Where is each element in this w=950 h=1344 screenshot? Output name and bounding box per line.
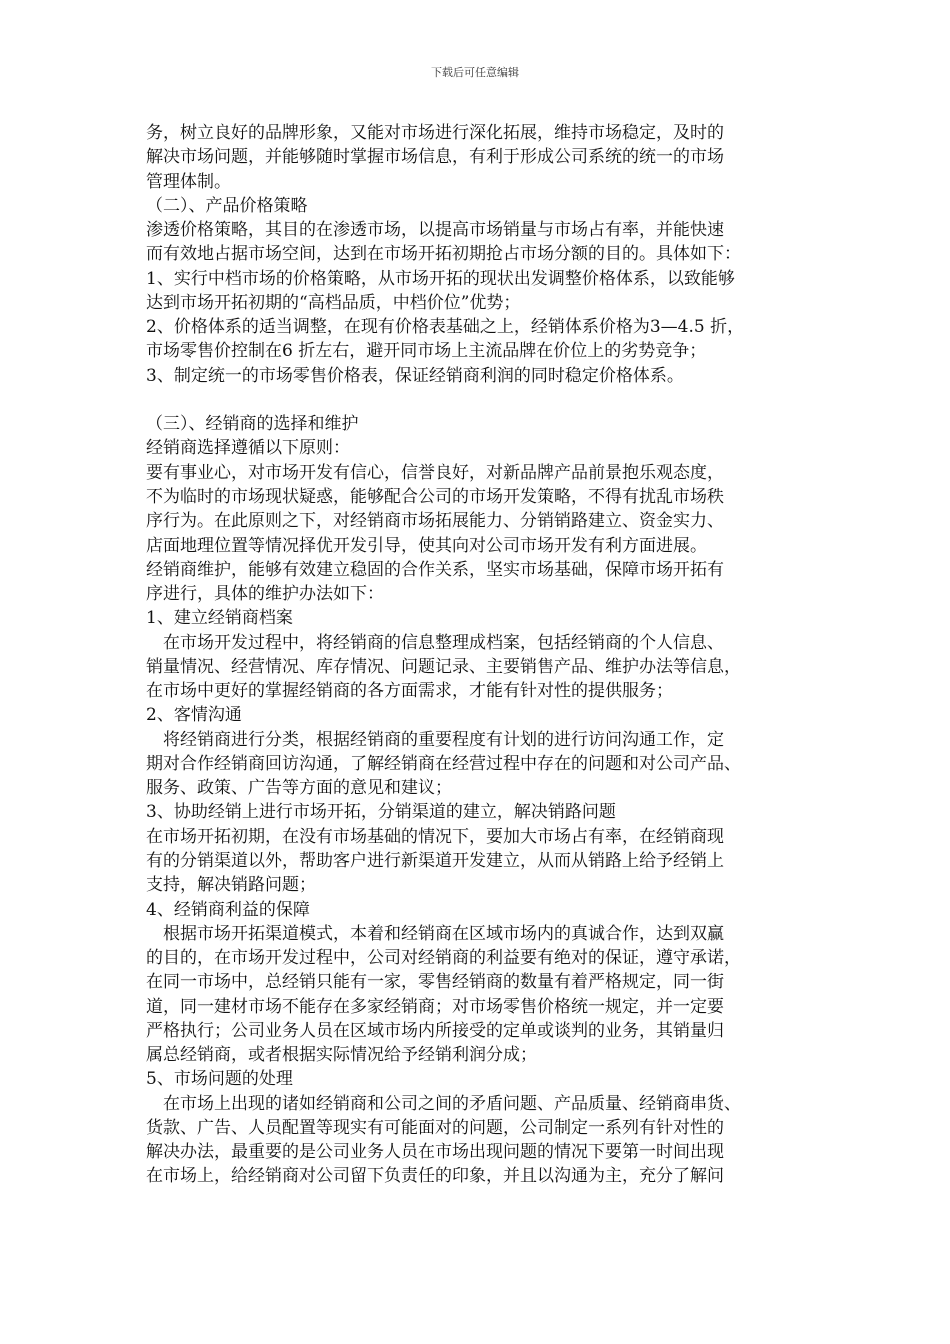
body-line: 序进行，具体的维护办法如下： <box>146 584 384 605</box>
body-line: 在市场中更好的掌握经销商的各方面需求，才能有针对性的提供服务； <box>146 681 673 702</box>
section-heading: （二）、产品价格策略 <box>146 195 308 216</box>
body-line: 销量情况、经营情况、库存情况、问题记录、主要销售产品、维护办法等信息， <box>146 656 741 677</box>
blank-line <box>146 388 814 412</box>
body-line: 要有事业心，对市场开发有信心，信誉良好，对新品牌产品前景抱乐观态度， <box>146 462 724 483</box>
subsection-heading: 2、客情沟通 <box>146 705 242 726</box>
subsection-heading: 3、协助经销上进行市场开拓，分销渠道的建立，解决销路问题 <box>146 802 616 823</box>
body-line: 道，同一建材市场不能存在多家经销商；对市场零售价格统一规定，并一定要 <box>146 996 724 1017</box>
document-body <box>146 121 814 1189</box>
body-line: 1、实行中档市场的价格策略，从市场开拓的现状出发调整价格体系，以致能够 <box>146 268 735 289</box>
body-line: 将经销商进行分类，根据经销商的重要程度有计划的进行访问沟通工作，定 <box>146 729 724 750</box>
body-line: 的目的，在市场开发过程中，公司对经销商的利益要有绝对的保证，遵守承诺， <box>146 948 741 969</box>
page-header: 下载后可任意编辑 <box>431 66 519 79</box>
body-line: 2、价格体系的适当调整，在现有价格表基础之上，经销体系价格为3—4.5 折， <box>146 317 745 338</box>
subsection-heading: 4、经销商利益的保障 <box>146 899 310 920</box>
body-line: 在市场开拓初期，在没有市场基础的情况下，要加大市场占有率，在经销商现 <box>146 826 724 847</box>
body-line: 解决办法，最重要的是公司业务人员在市场出现问题的情况下要第一时间出现 <box>146 1142 724 1163</box>
body-line: 务，树立良好的品牌形象，又能对市场进行深化拓展，维持市场稳定，及时的 <box>146 123 724 143</box>
body-line: 在同一市场中，总经销只能有一家，零售经销商的数量有着严格规定，同一街 <box>146 972 724 993</box>
body-line: 严格执行；公司业务人员在区域市场内所接受的定单或谈判的业务，其销量归 <box>146 1020 724 1041</box>
body-line: 服务、政策、广告等方面的意见和建议； <box>146 778 452 799</box>
body-line: 店面地理位置等情况择优开发引导，使其向对公司市场开发有利方面进展。 <box>146 535 707 556</box>
body-line: 市场零售价控制在6 折左右，避开同市场上主流品牌在价位上的劣势竞争； <box>146 341 707 362</box>
body-line: 在市场上，给经销商对公司留下负责任的印象，并且以沟通为主，充分了解问 <box>146 1166 724 1187</box>
body-line: 经销商选择遵循以下原则： <box>146 438 350 459</box>
body-line: 在市场开发过程中，将经销商的信息整理成档案，包括经销商的个人信息、 <box>146 632 724 653</box>
body-line: 解决市场问题，并能够随时掌握市场信息，有利于形成公司系统的统一的市场 <box>146 147 724 168</box>
body-line: 管理体制。 <box>146 171 231 192</box>
body-line: 3、制定统一的市场零售价格表，保证经销商利润的同时稳定价格体系。 <box>146 365 684 386</box>
body-line: 不为临时的市场现状疑惑，能够配合公司的市场开发策略，不得有扰乱市场秩 <box>146 486 724 507</box>
subsection-heading: 1、建立经销商档案 <box>146 608 293 629</box>
body-line: 属总经销商，或者根据实际情况给予经销利润分成； <box>146 1045 537 1066</box>
section-heading: （三）、经销商的选择和维护 <box>146 414 359 435</box>
body-line: 货款、广告、人员配置等现实有可能面对的问题，公司制定一系列有针对性的 <box>146 1117 724 1138</box>
body-line: 而有效地占据市场空间，达到在市场开拓初期抢占市场分额的目的。具体如下： <box>146 244 741 265</box>
body-line: 支持，解决销路问题； <box>146 875 316 896</box>
body-line: 期对合作经销商回访沟通，了解经销商在经营过程中存在的问题和对公司产品、 <box>146 753 741 774</box>
body-line: 经销商维护，能够有效建立稳固的合作关系，坚实市场基础，保障市场开拓有 <box>146 559 724 580</box>
subsection-heading: 5、市场问题的处理 <box>146 1069 293 1090</box>
body-line: 渗透价格策略，其目的在渗透市场，以提高市场销量与市场占有率，并能快速 <box>146 220 724 241</box>
body-line: 有的分销渠道以外，帮助客户进行新渠道开发建立，从而从销路上给予经销上 <box>146 850 724 871</box>
body-line: 序行为。在此原则之下，对经销商市场拓展能力、分销销路建立、资金实力、 <box>146 511 724 532</box>
body-line: 根据市场开拓渠道模式，本着和经销商在区域市场内的真诚合作，达到双赢 <box>146 923 724 944</box>
body-line: 在市场上出现的诸如经销商和公司之间的矛盾问题、产品质量、经销商串货、 <box>146 1093 741 1114</box>
body-line: 达到市场开拓初期的“高档品质，中档价位”优势； <box>146 292 521 313</box>
